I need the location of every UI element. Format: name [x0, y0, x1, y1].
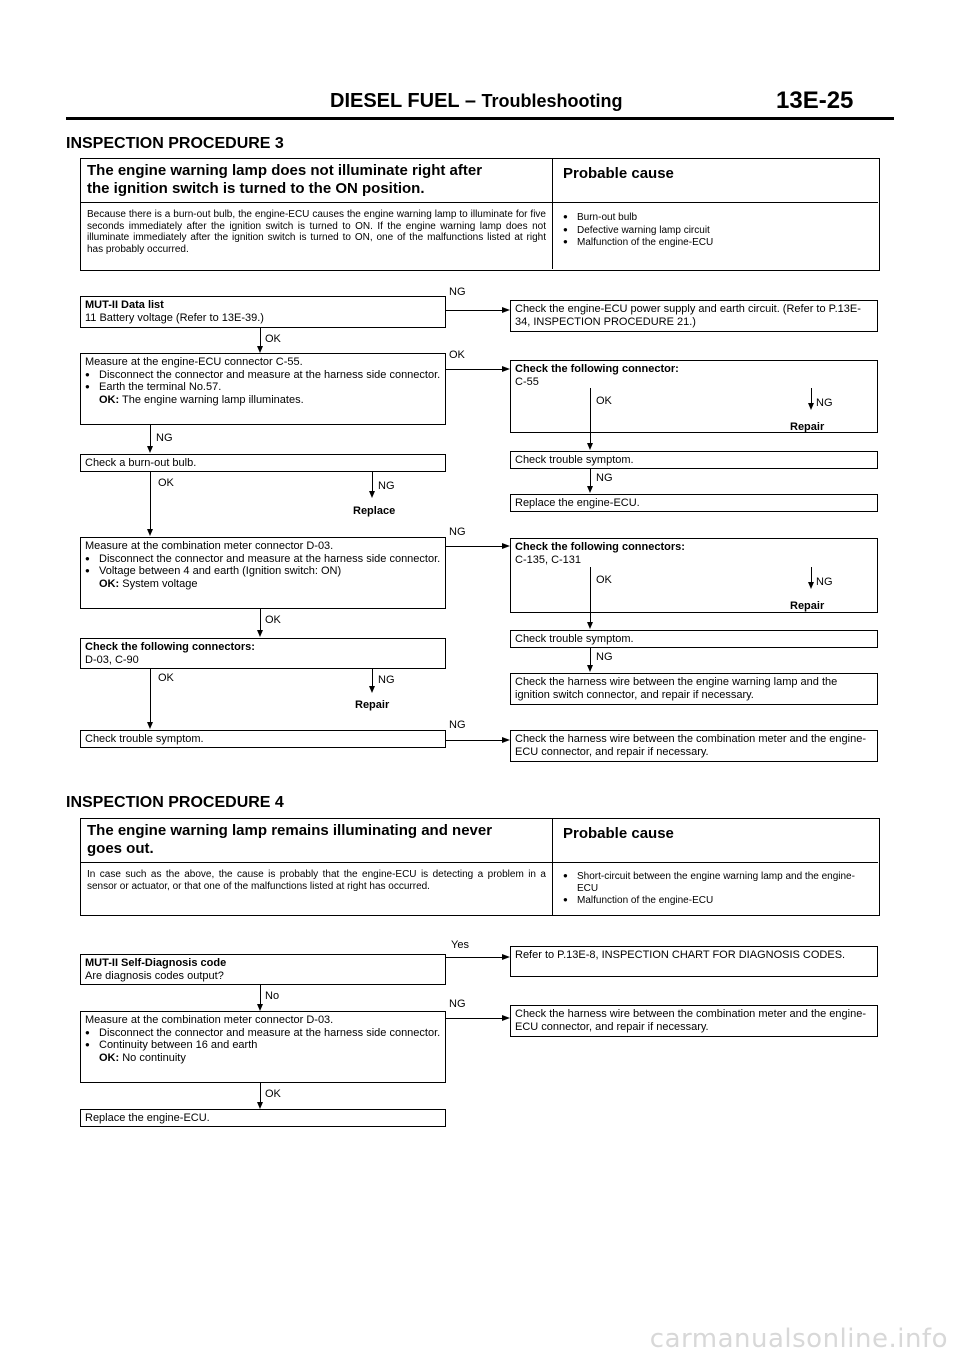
proc3-condition-line2: the ignition switch is turned to the ON position. — [87, 180, 425, 197]
connector-line — [590, 567, 591, 623]
proc3-r2-ng-label: NG — [596, 472, 613, 484]
proc3-b2-ok-label-flow: OK — [449, 349, 465, 361]
proc4-cause-item: ● Malfunction of the engine-ECU — [563, 894, 868, 907]
connector-line — [446, 740, 502, 741]
proc4-b2-bullet: ● Disconnect the connector and measure at the harness side connector. — [85, 1027, 441, 1040]
watermark: carmanualsonline.info — [649, 1324, 948, 1354]
proc4-b2-ok-text: No continuity — [122, 1051, 186, 1064]
arrow-right — [502, 307, 510, 313]
proc3-title: INSPECTION PROCEDURE 3 — [66, 135, 284, 152]
proc3-b1-text: 11 Battery voltage (Refer to 13E-39.) — [85, 311, 264, 324]
proc3-mut-data-list-box — [80, 296, 446, 328]
proc3-cause-item: ● Defective warning lamp circuit — [563, 224, 868, 237]
proc3-r5-ng-label: NG — [596, 651, 613, 663]
proc3-cause-item: ● Burn-out bulb — [563, 211, 868, 224]
proc3-b5-title: Check the following connectors: — [85, 641, 255, 653]
arrow-down — [147, 529, 153, 536]
arrow-right — [502, 954, 510, 960]
proc4-b2-ok-label: OK: — [99, 1051, 120, 1064]
arrow-down — [147, 722, 153, 729]
proc3-b5-text: D-03, C-90 — [85, 653, 139, 666]
arrow-down — [808, 582, 814, 589]
arrow-right — [502, 366, 510, 372]
proc3-b1-title: MUT-II Data list — [85, 299, 164, 311]
proc3-b1-ok-label: OK — [265, 333, 281, 345]
proc4-cause-heading: Probable cause — [553, 819, 878, 863]
arrow-down — [369, 491, 375, 498]
header-subtitle: Troubleshooting — [481, 91, 623, 111]
proc4-explanation: In case such as the above, the cause is probably that the engine-ECU is detecting a problem in a sensor or actuator, or that one of the malfunctions listed at right has occurred. — [81, 863, 553, 915]
proc3-connectors-d03-box — [80, 638, 446, 669]
proc3-b3-replace: Replace — [353, 505, 396, 517]
proc3-r1-ok-label: OK — [596, 395, 612, 407]
arrow-down — [587, 443, 593, 450]
proc3-cause-heading: Probable cause — [553, 159, 878, 203]
connector-line — [260, 1083, 261, 1103]
arrow-down — [587, 486, 593, 493]
proc3-b5-repair: Repair — [355, 699, 390, 711]
page-number: 13E-25 — [776, 87, 854, 114]
proc3-explanation: Because there is a burn-out bulb, the engine-ECU causes the engine warning lamp to illuminate for five seconds immediately after the ignition switch is turned to ON. If the engine warning lamp does not illuminate immediately after the ignition switch is turned to ON, one of the malfunctions listed at right has probably occurred. — [81, 203, 553, 269]
header-dash: – — [464, 90, 476, 112]
arrow-right — [502, 1015, 510, 1021]
connector-line — [260, 985, 261, 1005]
proc3-causes — [553, 203, 878, 269]
arrow-down — [587, 622, 593, 629]
arrow-down — [147, 446, 153, 453]
proc4-b1-no-label: No — [265, 990, 280, 1002]
proc4-b2-bullet: ● Continuity between 16 and earth — [85, 1039, 441, 1052]
proc4-b2-ng-label: NG — [449, 998, 466, 1010]
arrow-down — [808, 403, 814, 410]
proc3-b2-text: Measure at the engine-ECU connector C-55. — [85, 356, 303, 368]
proc3-b4-bullet: ● Voltage between 4 and earth (Ignition switch: ON) — [85, 565, 441, 578]
arrow-down — [257, 1004, 263, 1011]
proc3-combination-meter-measure-box — [80, 537, 446, 609]
proc3-harness-lamp-ignition-box: Check the harness wire between the engine warning lamp and the ignition switch connector, and repair if necessary. — [510, 673, 878, 705]
arrow-down — [587, 665, 593, 672]
connector-line — [446, 369, 502, 370]
page-header — [330, 90, 623, 113]
proc3-r1-text: C-55 — [515, 375, 539, 388]
proc4-b1-text: Are diagnosis codes output? — [85, 969, 224, 982]
connector-line — [260, 609, 261, 631]
proc3-ecu-connector-measure-box — [80, 353, 446, 425]
connector-line — [446, 957, 502, 958]
proc3-b6-ng-label: NG — [449, 719, 466, 731]
proc3-replace-ecu-box: Replace the engine-ECU. — [510, 494, 878, 512]
proc3-b5-ng-label: NG — [378, 674, 395, 686]
proc3-b5-ok-label: OK — [158, 672, 174, 684]
proc4-cause-item: ● Short-circuit between the engine warning lamp and the engine-ECU — [563, 870, 868, 894]
proc3-b2-bullet: ● Disconnect the connector and measure at the harness side connector. — [85, 369, 441, 382]
proc3-power-check-box: Check the engine-ECU power supply and earth circuit. (Refer to P.13E-34, INSPECTION PROCEDURE 21.) — [510, 300, 878, 332]
proc3-trouble-symptom-box-2: Check trouble symptom. — [510, 630, 878, 648]
proc4-harness-meter-ecu-box: Check the harness wire between the combination meter and the engine-ECU connector, and repair if necessary. — [510, 1005, 878, 1037]
arrow-down — [257, 630, 263, 637]
proc4-condition-line2: goes out. — [87, 840, 154, 857]
arrow-right — [502, 737, 510, 743]
proc3-trouble-symptom-box: Check trouble symptom. — [510, 451, 878, 469]
proc4-causes — [553, 863, 878, 915]
arrow-down — [257, 1102, 263, 1109]
proc4-mut-self-diagnosis-box — [80, 954, 446, 985]
proc3-b3-ng-label: NG — [378, 480, 395, 492]
connector-line — [446, 310, 502, 311]
connector-line — [590, 648, 591, 666]
connector-line — [150, 425, 151, 447]
header-section: DIESEL FUEL — [330, 90, 460, 112]
connector-line — [372, 669, 373, 687]
proc3-b4-text: Measure at the combination meter connector D-03. — [85, 540, 334, 552]
proc4-b2-ok-label-flow: OK — [265, 1088, 281, 1100]
arrow-down — [369, 686, 375, 693]
proc3-burnout-bulb-box: Check a burn-out bulb. — [80, 454, 446, 472]
proc3-b4-ok-label-flow: OK — [265, 614, 281, 626]
proc3-r4-title: Check the following connectors: — [515, 541, 685, 553]
proc4-b2-text: Measure at the combination meter connector D-03. — [85, 1014, 334, 1026]
proc3-condition — [81, 159, 553, 203]
proc3-b4-ok-label: OK: — [99, 577, 120, 590]
connector-line — [150, 669, 151, 724]
proc3-table — [80, 158, 880, 271]
proc3-b4-ng-label: NG — [449, 526, 466, 538]
proc4-b1-title: MUT-II Self-Diagnosis code — [85, 957, 227, 969]
proc3-b2-ok-label: OK: — [99, 393, 120, 406]
proc3-b1-ng-label: NG — [449, 286, 466, 298]
proc4-b1-yes-label: Yes — [451, 939, 469, 951]
proc3-b2-ng-label: NG — [156, 432, 173, 444]
proc3-r4-ng-label: NG — [816, 576, 833, 588]
arrow-right — [502, 543, 510, 549]
connector-line — [446, 1018, 502, 1019]
proc3-r1-title: Check the following connector: — [515, 363, 679, 375]
proc4-combination-meter-measure-box — [80, 1011, 446, 1083]
proc3-harness-meter-ecu-box: Check the harness wire between the combination meter and the engine-ECU connector, and repair if necessary. — [510, 730, 878, 762]
proc3-b3-ok-label: OK — [158, 477, 174, 489]
proc4-condition — [81, 819, 553, 863]
proc3-b4-bullet: ● Disconnect the connector and measure at the harness side connector. — [85, 553, 441, 566]
proc3-condition-line1: The engine warning lamp does not illuminate right after — [87, 162, 483, 179]
proc3-trouble-symptom-box-3: Check trouble symptom. — [80, 730, 446, 748]
proc4-table — [80, 818, 880, 916]
proc3-b4-ok-text: System voltage — [122, 577, 198, 590]
proc3-r4-ok-label: OK — [596, 574, 612, 586]
connector-line — [590, 469, 591, 487]
proc3-r4-repair: Repair — [790, 600, 825, 612]
proc4-refer-inspection-chart-box: Refer to P.13E-8, INSPECTION CHART FOR DIAGNOSIS CODES. — [510, 946, 878, 977]
header-rule — [66, 117, 894, 120]
connector-line — [446, 546, 502, 547]
proc3-r1-ng-label: NG — [816, 397, 833, 409]
arrow-down — [257, 346, 263, 353]
proc3-cause-item: ● Malfunction of the engine-ECU — [563, 236, 868, 249]
proc3-b2-ok-text: The engine warning lamp illuminates. — [122, 393, 304, 406]
proc4-title: INSPECTION PROCEDURE 4 — [66, 794, 284, 811]
connector-line — [260, 328, 261, 348]
proc4-condition-line1: The engine warning lamp remains illuminating and never — [87, 822, 493, 839]
proc4-replace-ecu-box: Replace the engine-ECU. — [80, 1109, 446, 1127]
connector-line — [372, 472, 373, 492]
proc3-r1-repair: Repair — [790, 421, 825, 433]
proc3-b2-bullet: ● Earth the terminal No.57. — [85, 381, 441, 394]
proc3-r4-text: C-135, C-131 — [515, 553, 582, 566]
connector-line — [590, 388, 591, 444]
connector-line — [150, 472, 151, 530]
